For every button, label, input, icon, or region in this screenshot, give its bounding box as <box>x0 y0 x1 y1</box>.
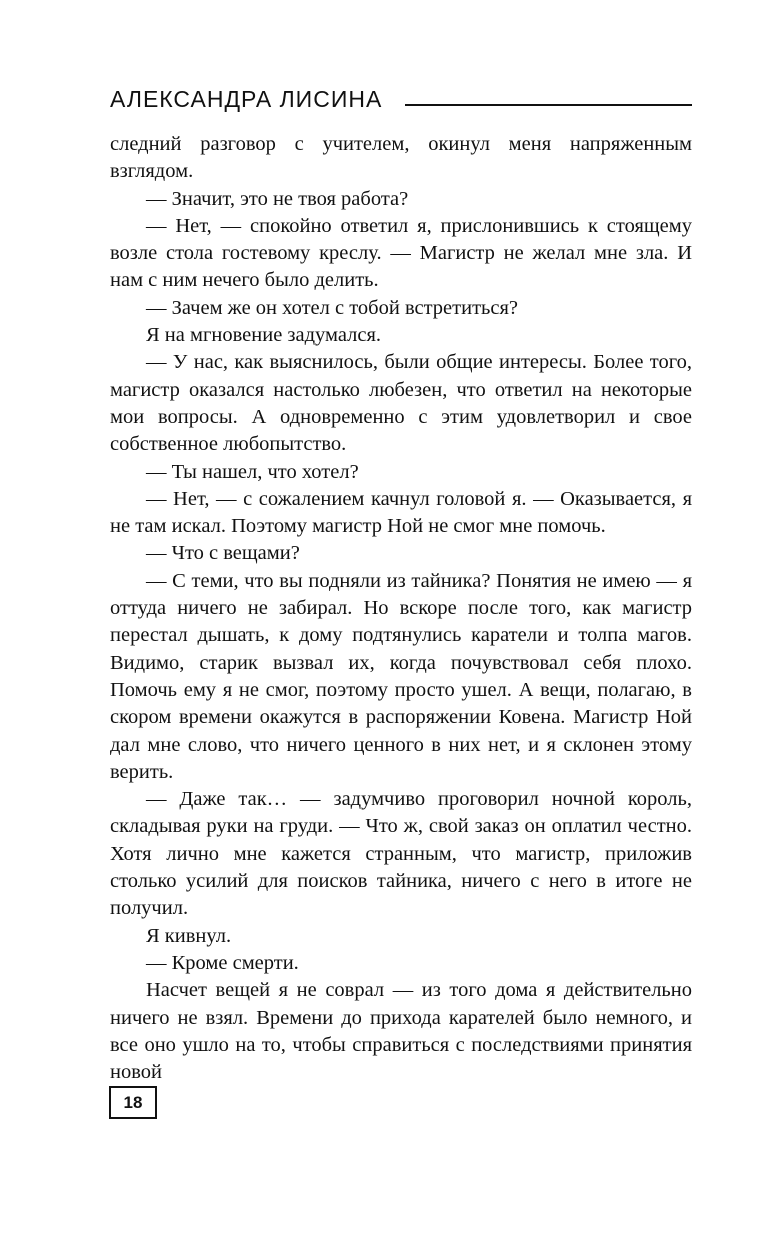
paragraph: — Нет, — с сожалением качнул головой я. — Оказывается, я не там искал. Поэтому магистр Ной не смог мне помочь. <box>110 487 692 538</box>
paragraph: — Значит, это не твоя работа? <box>146 187 409 210</box>
paragraph: — Что с вещами? <box>146 542 300 565</box>
running-header <box>110 84 692 114</box>
paragraph: — У нас, как выяснилось, были общие интересы. Более того, магистр оказался настолько любезен, что ответил на некоторые мои вопросы. А одновременно с этим удовлетворил и свое собственное любопытство. <box>110 351 692 456</box>
paragraph: — Нет, — спокойно ответил я, прислонившись к стоящему возле стола гостевому креслу. — Магистр не желал мне зла. И нам с ним нечего было делить. <box>110 214 692 292</box>
page-number: 18 <box>109 1086 157 1119</box>
paragraph: — Даже так… — задумчиво проговорил ночной король, складывая руки на груди. — Что ж, свой заказ он оплатил честно. Хотя лично мне кажется странным, что магистр, приложив столько усилий для поисков тайника, ничего с него в итоге не получил. <box>110 788 692 920</box>
paragraph: Я кивнул. <box>146 924 232 947</box>
paragraph: — С теми, что вы подняли из тайника? Понятия не имею — я оттуда ничего не забирал. Но вскоре после того, как магистр перестал дышать, к дому подтянулись каратели и толпа магов. Видимо, старик вызвал их, когда почувствовал себя плохо. Помочь ему я не смог, поэтому просто ушел. А вещи, полагаю, в скором времени окажутся в распоряжении Ковена. Магистр Ной дал мне слово, что ничего ценного в них нет, и я склонен этому верить. <box>110 569 692 783</box>
paragraph: Я на мгновение задумался. <box>146 324 382 347</box>
paragraph: следний разговор с учителем, окинул меня напряженным взглядом. <box>110 133 692 183</box>
paragraph: — Зачем же он хотел с тобой встретиться? <box>146 296 519 319</box>
paragraph: — Кроме смерти. <box>146 951 299 974</box>
paragraph: Насчет вещей я не соврал — из того дома я действительно ничего не взял. Времени до прихода карателей было немного, и все оно ушло на то, чтобы справиться с последствиями принятия новой <box>110 979 692 1084</box>
book-text <box>110 131 692 1086</box>
author-name: АЛЕКСАНДРА ЛИСИНА <box>110 86 383 112</box>
paragraph: — Ты нашел, что хотел? <box>146 460 359 483</box>
header-rule <box>405 104 692 106</box>
